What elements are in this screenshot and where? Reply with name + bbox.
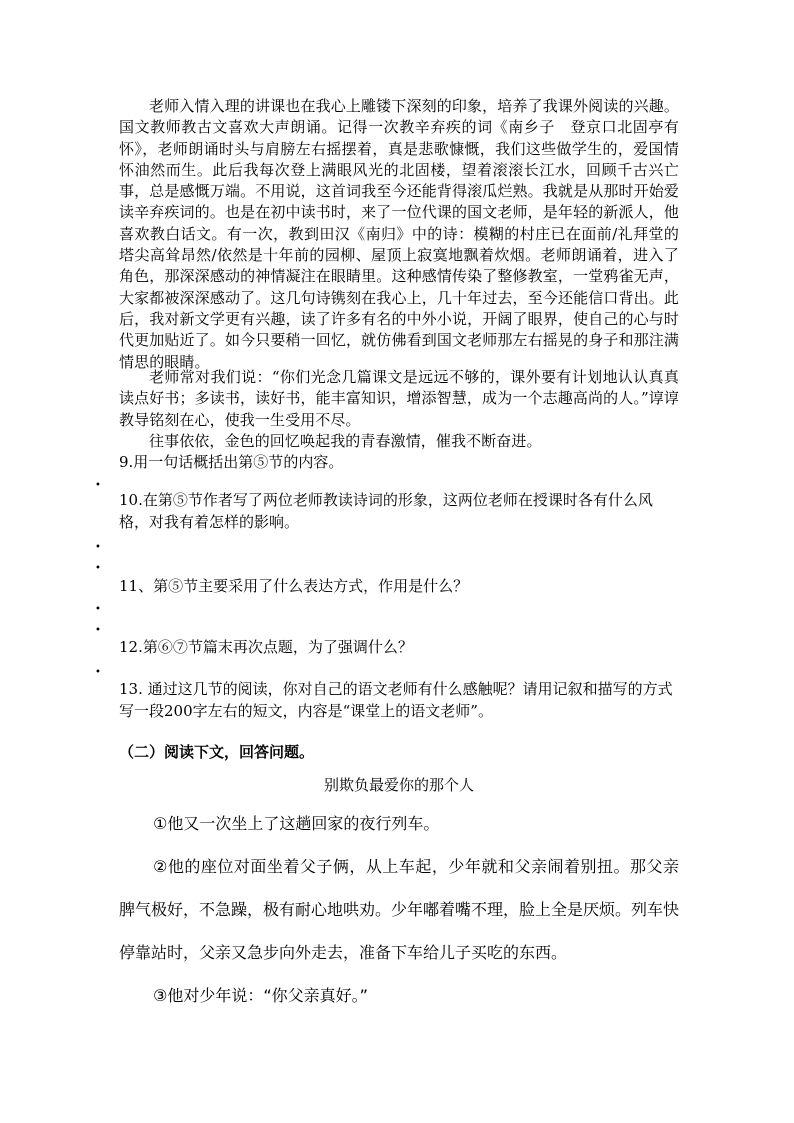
question-11: 11、第⑤节主要采用了什么表达方式，作用是什么？ <box>119 577 469 595</box>
answer-bullet-marker: • <box>95 480 101 491</box>
answer-bullet-marker: • <box>95 542 101 553</box>
answer-bullet-marker: • <box>95 625 101 636</box>
paragraph-teachers-reading: 老师入情入理的讲课也在我心上雕镂下深刻的印象，培养了我课外阅读的兴趣。国文教师教古文喜欢大声朗诵。记得一次教辛弃疾的词《南乡子 登京口北固亭有怀》，老师朗诵时头与肩膀左右摇摆着，真是悲歌慷慨，我们这些做学生的，爱国情怀油然而生。此后我每次登上满眼风光的北固楼，望着滚滚长江水，回顾千古兴亡事，总是感慨万端。不用说，这首词我至今还能背得滚瓜烂熟。我就是从那时开始爱读辛弃疾词的。也是在初中读书时，来了一位代课的国文老师，是年轻的新派人，他喜欢教白话文。有一次，教到田汉《南归》中的诗：模糊的村庄已在面前/礼拜堂的塔尖高耸昂然/依然是十年前的园柳、屋顶上寂寞地飘着炊烟。老师朗诵着，进入了角色，那深深感动的神情凝注在眼睛里。这种感情传染了整修教室，一堂鸦雀无声，大家都被深深感动了。这几句诗镌刻在我心上，几十年过去，至今还能信口背出。此后，我对新文学更有兴趣，读了许多有名的中外小说，开阔了眼界，使自己的心与时代更加贴近了。如今只要稍一回忆，就仿佛看到国文老师那左右摇晃的身子和那注满情思的眼睛。 <box>119 97 679 371</box>
section-heading: （二）阅读下文，回答问题。 <box>119 743 315 761</box>
article-paragraph-1: ①他又一次坐上了这趟回家的夜行列车。 <box>153 814 440 833</box>
article-paragraph-3: ③他对少年说：“你父亲真好。” <box>153 986 368 1005</box>
paragraph-teacher-advice: 老师常对我们说：“你们光念几篇课文是远远不够的，课外要有计划地认认真真读点好书；多读书，读好书，能丰富知识，增添智慧，成为一个志趣高尚的人。”谆谆教导铭刻在心，使我一生受用不尽。 <box>119 368 679 429</box>
paragraph-closing: 往事依依，金色的回忆唤起我的青春激情，催我不断奋进。 <box>149 432 542 450</box>
answer-bullet-marker: • <box>95 604 101 615</box>
question-12: 12.第⑥⑦节篇末再次点题，为了强调什么？ <box>119 638 413 656</box>
article-title: 别欺负最爱你的那个人 <box>323 776 474 794</box>
article-paragraph-2: ②他的座位对面坐着父子俩，从上车起，少年就和父亲闹着别扭。那父亲脾气极好，不急躁，极有耐心地哄劝。少年嘟着嘴不理，脸上全是厌烦。列车快停靠站时，父亲又急步向外走去，准备下车给儿子买吃的东西。 <box>119 857 680 962</box>
question-10: 10.在第⑤节作者写了两位老师教读诗词的形象，这两位老师在授课时各有什么风格，对我有着怎样的影响。 <box>119 491 653 531</box>
question-13: 13. 通过这几节的阅读，你对自己的语文老师有什么感触呢？请用记叙和描写的方式写一段200字左右的短文，内容是“课堂上的语文老师”。 <box>119 680 673 720</box>
question-9: 9.用一句话概括出第⑤节的内容。 <box>119 453 344 471</box>
answer-bullet-marker: • <box>95 563 101 574</box>
answer-bullet-marker: • <box>95 667 101 678</box>
